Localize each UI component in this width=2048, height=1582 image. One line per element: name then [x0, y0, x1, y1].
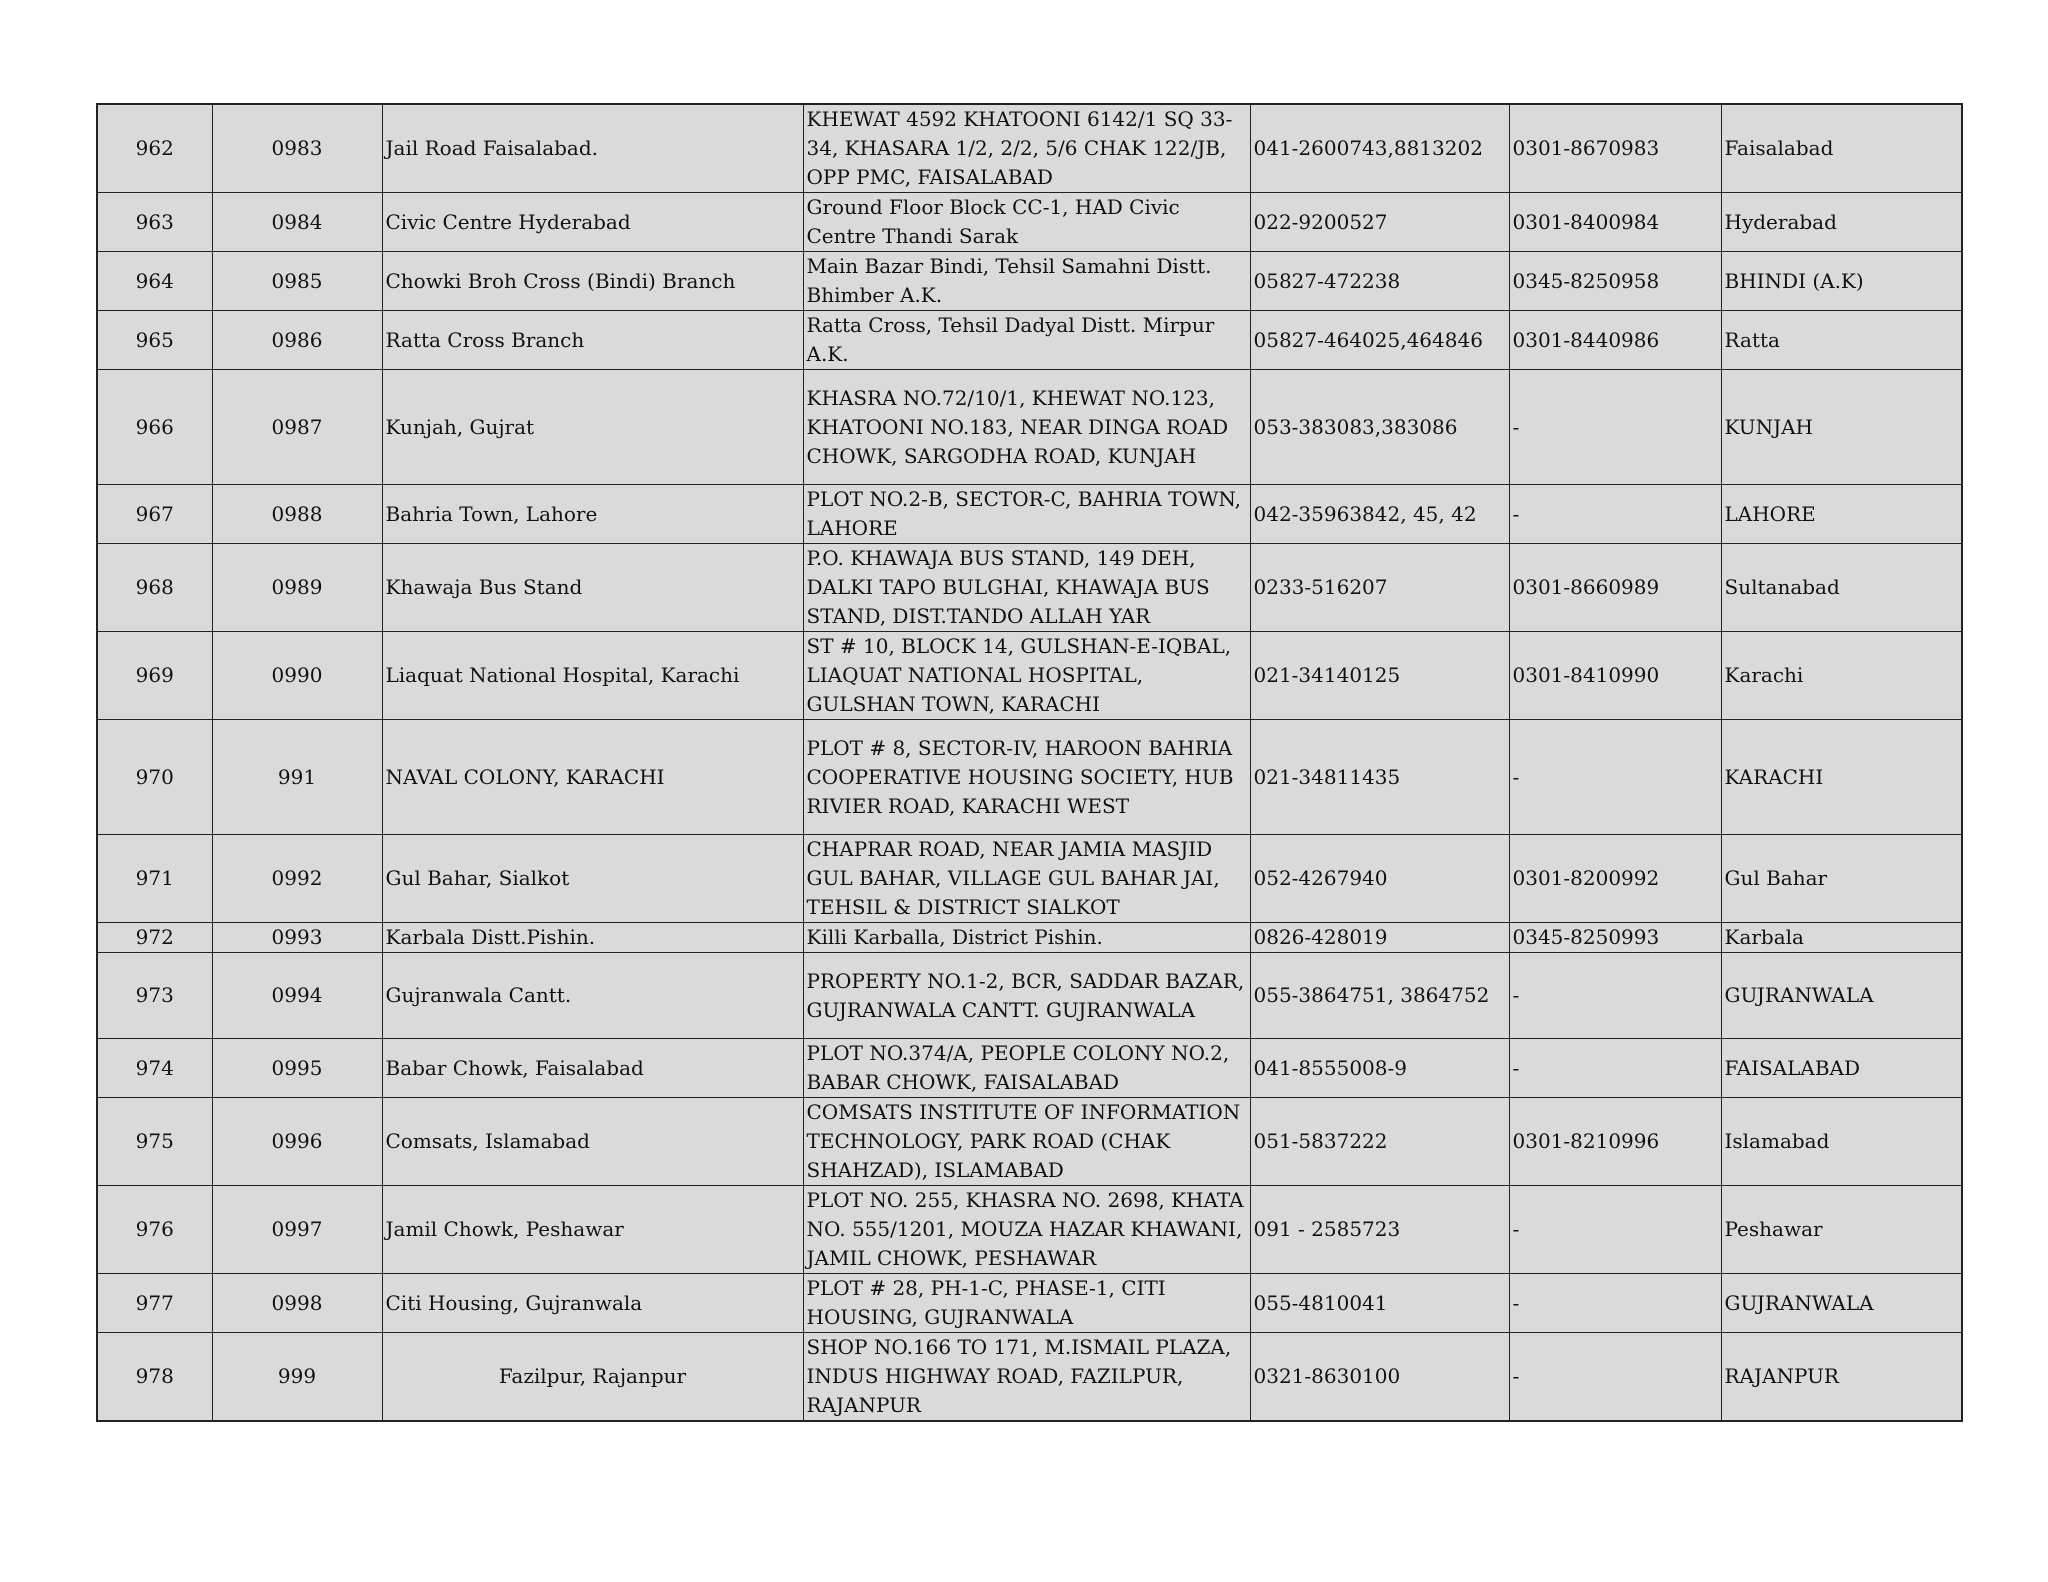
cell-branch-name: Ratta Cross Branch	[382, 311, 803, 370]
cell-branch-name: Jamil Chowk, Peshawar	[382, 1186, 803, 1274]
cell-branch-code: 0987	[212, 370, 382, 485]
cell-branch-name: Khawaja Bus Stand	[382, 544, 803, 632]
cell-serial-number: 978	[97, 1333, 212, 1422]
cell-branch-name: Gul Bahar, Sialkot	[382, 835, 803, 923]
cell-city: Hyderabad	[1721, 193, 1962, 252]
cell-address: PLOT # 28, PH-1-C, PHASE-1, CITI HOUSING, GUJRANWALA	[803, 1274, 1250, 1333]
cell-branch-name: Karbala Distt.Pishin.	[382, 923, 803, 953]
cell-branch-name: Jail Road Faisalabad.	[382, 104, 803, 193]
table-row	[97, 835, 1962, 923]
cell-phone: 055-4810041	[1250, 1274, 1509, 1333]
cell-branch-name: Bahria Town, Lahore	[382, 485, 803, 544]
cell-serial-number: 966	[97, 370, 212, 485]
cell-address: PLOT NO.2-B, SECTOR-C, BAHRIA TOWN, LAHORE	[803, 485, 1250, 544]
branch-list-table	[96, 103, 1963, 1422]
cell-city: KUNJAH	[1721, 370, 1962, 485]
cell-address: COMSATS INSTITUTE OF INFORMATION TECHNOLOGY, PARK ROAD (CHAK SHAHZAD), ISLAMABAD	[803, 1098, 1250, 1186]
cell-branch-code: 0998	[212, 1274, 382, 1333]
cell-city: Sultanabad	[1721, 544, 1962, 632]
cell-serial-number: 969	[97, 632, 212, 720]
cell-mobile: 0345-8250993	[1509, 923, 1721, 953]
table-row	[97, 370, 1962, 485]
cell-phone: 0826-428019	[1250, 923, 1509, 953]
cell-mobile: 0301-8210996	[1509, 1098, 1721, 1186]
cell-serial-number: 964	[97, 252, 212, 311]
table-row	[97, 1274, 1962, 1333]
cell-branch-code: 999	[212, 1333, 382, 1422]
cell-branch-code: 0989	[212, 544, 382, 632]
cell-phone: 05827-464025,464846	[1250, 311, 1509, 370]
cell-serial-number: 973	[97, 953, 212, 1039]
cell-mobile: -	[1509, 720, 1721, 835]
cell-serial-number: 965	[97, 311, 212, 370]
cell-address: Main Bazar Bindi, Tehsil Samahni Distt. Bhimber A.K.	[803, 252, 1250, 311]
cell-phone: 041-2600743,8813202	[1250, 104, 1509, 193]
table-row	[97, 1186, 1962, 1274]
cell-phone: 022-9200527	[1250, 193, 1509, 252]
table-row	[97, 720, 1962, 835]
cell-branch-name: Comsats, Islamabad	[382, 1098, 803, 1186]
cell-branch-code: 0996	[212, 1098, 382, 1186]
cell-branch-name: NAVAL COLONY, KARACHI	[382, 720, 803, 835]
cell-mobile: 0345-8250958	[1509, 252, 1721, 311]
cell-phone: 021-34811435	[1250, 720, 1509, 835]
cell-address: PROPERTY NO.1-2, BCR, SADDAR BAZAR, GUJRANWALA CANTT. GUJRANWALA	[803, 953, 1250, 1039]
cell-branch-code: 0992	[212, 835, 382, 923]
cell-mobile: 0301-8440986	[1509, 311, 1721, 370]
cell-branch-code: 0993	[212, 923, 382, 953]
cell-city: Ratta	[1721, 311, 1962, 370]
cell-branch-name: Civic Centre Hyderabad	[382, 193, 803, 252]
cell-serial-number: 975	[97, 1098, 212, 1186]
cell-address: PLOT NO. 255, KHASRA NO. 2698, KHATA NO. 555/1201, MOUZA HAZAR KHAWANI, JAMIL CHOWK, PESHAWAR	[803, 1186, 1250, 1274]
table-row	[97, 485, 1962, 544]
cell-branch-name: Fazilpur, Rajanpur	[382, 1333, 803, 1422]
cell-branch-code: 0983	[212, 104, 382, 193]
cell-branch-code: 0990	[212, 632, 382, 720]
cell-city: Gul Bahar	[1721, 835, 1962, 923]
cell-mobile: 0301-8660989	[1509, 544, 1721, 632]
table-row	[97, 1098, 1962, 1186]
cell-phone: 041-8555008-9	[1250, 1039, 1509, 1098]
table-row	[97, 193, 1962, 252]
cell-address: CHAPRAR ROAD, NEAR JAMIA MASJID GUL BAHAR, VILLAGE GUL BAHAR JAI, TEHSIL & DISTRICT SIALKOT	[803, 835, 1250, 923]
table-body	[97, 104, 1962, 1421]
cell-serial-number: 976	[97, 1186, 212, 1274]
cell-mobile: 0301-8670983	[1509, 104, 1721, 193]
cell-serial-number: 963	[97, 193, 212, 252]
table-row	[97, 1333, 1962, 1422]
cell-serial-number: 962	[97, 104, 212, 193]
cell-city: LAHORE	[1721, 485, 1962, 544]
cell-branch-name: Gujranwala Cantt.	[382, 953, 803, 1039]
cell-mobile: -	[1509, 1186, 1721, 1274]
cell-branch-name: Kunjah, Gujrat	[382, 370, 803, 485]
cell-city: FAISALABAD	[1721, 1039, 1962, 1098]
cell-branch-code: 0994	[212, 953, 382, 1039]
cell-mobile: 0301-8410990	[1509, 632, 1721, 720]
cell-mobile: -	[1509, 1039, 1721, 1098]
cell-mobile: -	[1509, 485, 1721, 544]
cell-address: KHASRA NO.72/10/1, KHEWAT NO.123, KHATOONI NO.183, NEAR DINGA ROAD CHOWK, SARGODHA ROAD, KUNJAH	[803, 370, 1250, 485]
cell-branch-code: 0997	[212, 1186, 382, 1274]
cell-branch-name: Liaquat National Hospital, Karachi	[382, 632, 803, 720]
cell-branch-code: 0986	[212, 311, 382, 370]
cell-mobile: 0301-8200992	[1509, 835, 1721, 923]
cell-phone: 091 - 2585723	[1250, 1186, 1509, 1274]
cell-phone: 042-35963842, 45, 42	[1250, 485, 1509, 544]
cell-branch-code: 0988	[212, 485, 382, 544]
cell-city: RAJANPUR	[1721, 1333, 1962, 1422]
cell-city: KARACHI	[1721, 720, 1962, 835]
table-row	[97, 632, 1962, 720]
cell-serial-number: 967	[97, 485, 212, 544]
cell-branch-code: 0995	[212, 1039, 382, 1098]
table-row	[97, 923, 1962, 953]
table-row	[97, 311, 1962, 370]
cell-address: Killi Karballa, District Pishin.	[803, 923, 1250, 953]
cell-phone: 05827-472238	[1250, 252, 1509, 311]
cell-serial-number: 972	[97, 923, 212, 953]
cell-serial-number: 977	[97, 1274, 212, 1333]
cell-serial-number: 968	[97, 544, 212, 632]
cell-mobile: -	[1509, 953, 1721, 1039]
cell-mobile: -	[1509, 1274, 1721, 1333]
cell-address: SHOP NO.166 TO 171, M.ISMAIL PLAZA, INDUS HIGHWAY ROAD, FAZILPUR, RAJANPUR	[803, 1333, 1250, 1422]
cell-city: Karachi	[1721, 632, 1962, 720]
cell-phone: 053-383083,383086	[1250, 370, 1509, 485]
cell-branch-name: Babar Chowk, Faisalabad	[382, 1039, 803, 1098]
cell-serial-number: 970	[97, 720, 212, 835]
cell-city: GUJRANWALA	[1721, 1274, 1962, 1333]
cell-phone: 0233-516207	[1250, 544, 1509, 632]
cell-branch-code: 991	[212, 720, 382, 835]
cell-phone: 052-4267940	[1250, 835, 1509, 923]
cell-mobile: -	[1509, 1333, 1721, 1422]
cell-city: Peshawar	[1721, 1186, 1962, 1274]
cell-mobile: -	[1509, 370, 1721, 485]
cell-phone: 0321-8630100	[1250, 1333, 1509, 1422]
table-row	[97, 544, 1962, 632]
cell-phone: 021-34140125	[1250, 632, 1509, 720]
cell-branch-code: 0985	[212, 252, 382, 311]
cell-city: Faisalabad	[1721, 104, 1962, 193]
cell-city: BHINDI (A.K)	[1721, 252, 1962, 311]
cell-branch-name: Chowki Broh Cross (Bindi) Branch	[382, 252, 803, 311]
table-row	[97, 104, 1962, 193]
cell-address: KHEWAT 4592 KHATOONI 6142/1 SQ 33-34, KHASARA 1/2, 2/2, 5/6 CHAK 122/JB, OPP PMC, FAISALABAD	[803, 104, 1250, 193]
cell-address: Ratta Cross, Tehsil Dadyal Distt. Mirpur A.K.	[803, 311, 1250, 370]
cell-address: PLOT NO.374/A, PEOPLE COLONY NO.2, BABAR CHOWK, FAISALABAD	[803, 1039, 1250, 1098]
cell-phone: 051-5837222	[1250, 1098, 1509, 1186]
cell-branch-code: 0984	[212, 193, 382, 252]
table-row	[97, 1039, 1962, 1098]
cell-phone: 055-3864751, 3864752	[1250, 953, 1509, 1039]
cell-address: Ground Floor Block CC-1, HAD Civic Centre Thandi Sarak	[803, 193, 1250, 252]
cell-serial-number: 974	[97, 1039, 212, 1098]
cell-address: P.O. KHAWAJA BUS STAND, 149 DEH, DALKI TAPO BULGHAI, KHAWAJA BUS STAND, DIST.TANDO ALLAH YAR	[803, 544, 1250, 632]
table-row	[97, 252, 1962, 311]
cell-city: GUJRANWALA	[1721, 953, 1962, 1039]
cell-address: PLOT # 8, SECTOR-IV, HAROON BAHRIA COOPERATIVE HOUSING SOCIETY, HUB RIVIER ROAD, KARACHI WEST	[803, 720, 1250, 835]
table-row	[97, 953, 1962, 1039]
cell-address: ST # 10, BLOCK 14, GULSHAN-E-IQBAL, LIAQUAT NATIONAL HOSPITAL, GULSHAN TOWN, KARACHI	[803, 632, 1250, 720]
cell-serial-number: 971	[97, 835, 212, 923]
cell-city: Islamabad	[1721, 1098, 1962, 1186]
cell-city: Karbala	[1721, 923, 1962, 953]
cell-mobile: 0301-8400984	[1509, 193, 1721, 252]
cell-branch-name: Citi Housing, Gujranwala	[382, 1274, 803, 1333]
